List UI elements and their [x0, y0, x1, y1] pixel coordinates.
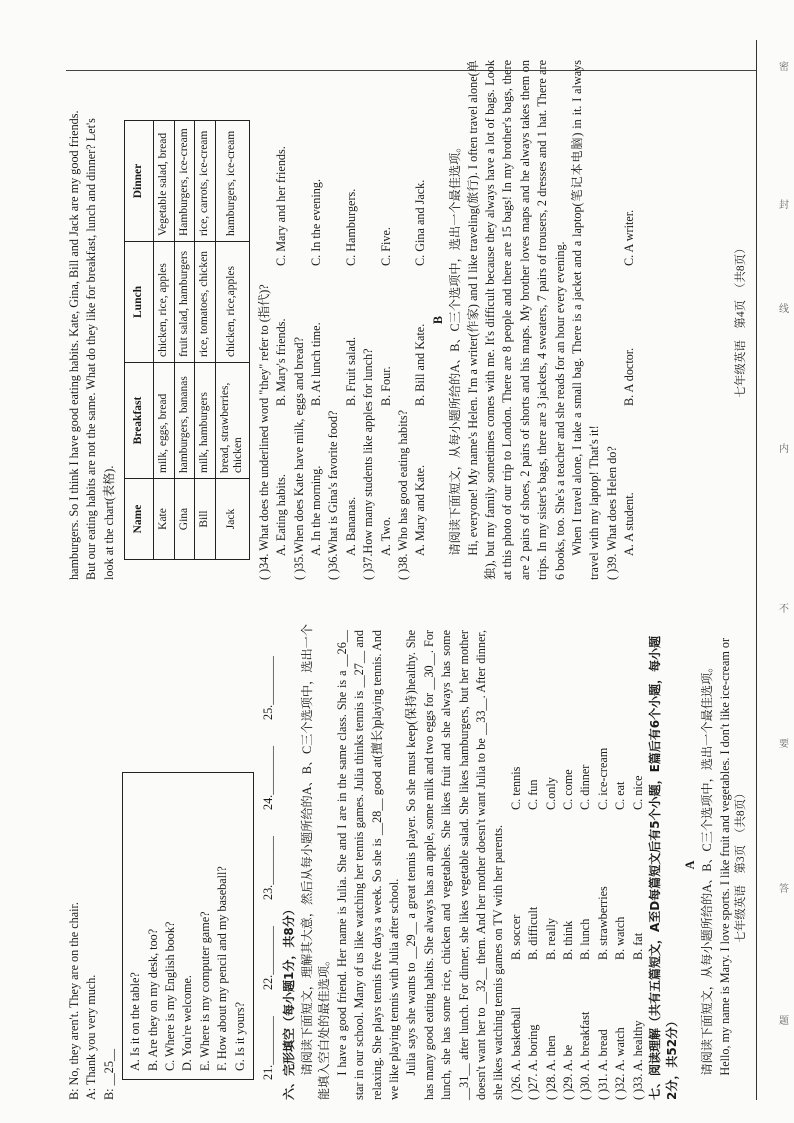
option-c[interactable]: C. dinner	[578, 764, 593, 810]
option-a[interactable]: ( )30. A. breakfast	[578, 1011, 593, 1100]
option-b[interactable]: B. Four.	[378, 366, 393, 406]
box-option: E. Where is my computer game?	[197, 911, 212, 1071]
option-c[interactable]: C. tennis	[508, 766, 523, 810]
box-option: G. Is it yours?	[232, 1001, 247, 1071]
option-a[interactable]: A. A student.	[622, 492, 637, 556]
passage-paragraph: When I travel alone, I take a small bag. There is a jacket and a laptop(笔记本电脑) in it. I always travel with my laptop! That's it!	[570, 60, 602, 580]
column-header: Dinner	[125, 121, 154, 242]
option-c[interactable]: C. In the evening.	[308, 179, 323, 266]
option-c[interactable]: C. come	[560, 769, 575, 810]
box-option: C. Where is my English book?	[163, 921, 178, 1071]
table-row	[174, 121, 195, 560]
section-title: 六、完形填空（每小题1分，共8分）	[282, 903, 297, 1100]
column-header: Lunch	[125, 242, 154, 363]
option-c[interactable]: C. eat	[613, 781, 628, 810]
section-instructions: 能填入空白处的最佳选项。	[317, 953, 332, 1100]
option-a[interactable]: ( )31. A. bread	[595, 1029, 610, 1100]
part-instructions: 请阅读下面短文，从每小题所给的A、B、C三个选项中，选出一个最佳选项。	[448, 140, 463, 556]
table-cell: Jack	[215, 479, 249, 560]
rotated-spread	[66, 60, 756, 1100]
box-option: D. You're welcome.	[180, 975, 195, 1071]
option-a[interactable]: A. Two.	[378, 516, 393, 556]
option-c[interactable]: C. Mary and her friends.	[274, 146, 289, 266]
cloze-option-row	[577, 630, 594, 1100]
option-b[interactable]: B. Fruit salad.	[343, 336, 358, 406]
answer-options	[308, 60, 325, 580]
table-cell: hamburgers, bananas	[174, 363, 195, 479]
table-cell: Bill	[195, 479, 216, 560]
table-row	[154, 121, 175, 560]
table-header-row	[125, 121, 154, 560]
option-c[interactable]: C. Five.	[378, 227, 393, 266]
option-a[interactable]: A. Mary and Kate.	[413, 464, 428, 556]
passage-paragraph: Hi, everyone! My name's Helen. I'm a writer(作家) and I like traveling(旅行). I often travel alone(单独), but my family sometimes comes with me. It's difficult because they always have a lot of bags. Look at this photo of our trip to London. There are 8 people and there are 15 bags! In my brother's bags, there are 2 pairs of shoes, 2 pairs of shorts and his maps. My brother loves maps and he always takes them on trips. In my sister's bags, there are 3 jackets, 4 sweaters, 7 pairs of trousers, 2 dresses and 1 hat. There are 6 books, too. She's a teacher and she reads for an hour every evening.	[465, 60, 567, 580]
cloze-paragraph: Julia says she wants to __29__ a great tennis player. So she must keep(保持)healthy. She has many good eating habits. She always has an apple, some milk and two eggs for __30__. For lunch, she has some rice, chicken and vegetables. She likes fruit and she always has some __31__ after lunch. For dinner, she likes vegetable salad. She likes hamburgers, but her mother doesn't want her to __32__ them. And her mother doesn't want Julia to be __33__. After dinner, she likes watching tennis games on TV with her parents.	[404, 630, 506, 1100]
box-option: A. Is it on the table?	[128, 972, 143, 1071]
table-cell: bread, strawberries, chicken	[215, 363, 249, 479]
box-option: B. Are they on my desk, too?	[145, 928, 160, 1071]
section-title: 七、阅读理解（共有五篇短文，A至D每篇短文后有5个小题，E篇后有6个小题，每小题	[648, 635, 662, 1100]
question-stem: ( )35.When does Kate have milk, eggs and bread?	[291, 337, 306, 580]
question-stem: ( )38. Who has good eating habits?	[395, 409, 410, 580]
option-a[interactable]: A. Bananas.	[343, 496, 358, 556]
table-cell: Kate	[154, 479, 175, 560]
table-row	[215, 121, 249, 560]
option-a[interactable]: ( )33. A. healthy	[630, 1020, 645, 1100]
cloze-paragraph: I have a good friend. Her name is Julia. She and I are in the same class. She is a __26__ star in our school. Many of us like watching her tennis games. Julia thinks tennis is __27__ and relaxing. She plays tennis five days a week. So she is __28__ good at(擅长)playing tennis. And we like playing tennis with Julia after school.	[334, 630, 401, 1100]
option-a[interactable]: A. Eating habits.	[274, 474, 289, 556]
dialog-line: A: Thank you very much.	[84, 974, 99, 1100]
column-header: Breakfast	[125, 363, 154, 479]
option-c[interactable]: C. A writer.	[622, 209, 637, 266]
option-a[interactable]: A. In the morning.	[308, 465, 323, 556]
binding-char: 答	[779, 884, 789, 895]
passage-line: hamburgers. So I think I have good eating habits. Kate, Gina, Bill and Jack are my good friends.	[67, 110, 81, 580]
question-stem: ( )34. What does the underlined word "they" refer to (指代)?	[256, 284, 271, 580]
part-instructions: 请阅读下面短文，从每小题所给的A、B、C三个选项中，选出一个最佳选项。	[700, 660, 715, 1076]
table-cell: fruit salad, hamburgers	[174, 242, 195, 363]
table-cell: chicken, rice, apples	[154, 242, 175, 363]
option-b[interactable]: B. fat	[630, 932, 645, 960]
option-b[interactable]: B. Mary's friends.	[274, 318, 289, 406]
table-cell: milk, hamburgers	[195, 363, 216, 479]
binding-char: 不	[779, 604, 789, 615]
answer-options	[412, 60, 429, 580]
column-header: Name	[125, 479, 154, 560]
answer-blank[interactable]: 21.________	[261, 1016, 276, 1080]
option-b[interactable]: B. At lunch time.	[308, 322, 323, 406]
binding-char: 线	[779, 304, 789, 315]
option-a[interactable]: ( )27. A. boring	[526, 1024, 541, 1100]
answer-options	[273, 60, 290, 580]
table-cell: rice, tomatoes, chicken	[195, 242, 216, 363]
cloze-option-row	[595, 630, 612, 1100]
option-c[interactable]: C. Hamburgers.	[343, 188, 358, 266]
question-stem: ( )37.How many students like apples for lunch?	[361, 348, 376, 580]
part-label: B	[430, 315, 445, 325]
option-b[interactable]: B. watch	[613, 916, 628, 960]
frame-line-right	[756, 40, 757, 1100]
option-b[interactable]: B. think	[560, 920, 575, 960]
binding-char: 题	[779, 1016, 789, 1027]
option-c[interactable]: C. fun	[526, 779, 541, 810]
answer-options	[343, 60, 360, 580]
option-b[interactable]: B. soccer	[508, 914, 523, 960]
option-a[interactable]: ( )26. A. basketball	[508, 1006, 523, 1100]
option-c[interactable]: C.only	[543, 777, 558, 810]
section-title: 2分，共52分）	[665, 1014, 680, 1100]
table-cell: Hamburgers, ice-cream	[174, 121, 195, 242]
option-b[interactable]: B. lunch	[578, 918, 593, 960]
option-c[interactable]: C. ice-cream	[595, 747, 610, 810]
binding-char: 要	[779, 739, 789, 750]
cloze-option-row	[543, 630, 560, 1100]
answer-blank[interactable]: 23.________	[261, 836, 276, 900]
page-footer: 七年级英语 第3页 （共8页）	[734, 787, 747, 943]
table-cell: hamburgers, ice-cream	[215, 121, 249, 242]
page-4	[66, 60, 756, 580]
option-b[interactable]: B. difficult	[526, 906, 541, 960]
answer-options	[378, 60, 395, 580]
answer-blank[interactable]: 25.________	[261, 656, 276, 720]
option-b[interactable]: B. Bill and Kate.	[413, 323, 428, 406]
binding-char: 内	[779, 444, 789, 455]
question-stem: ( )39. What does Helen do?	[604, 446, 619, 580]
option-a[interactable]: ( )29. A. be	[560, 1044, 575, 1100]
table-row	[195, 121, 216, 560]
cloze-options	[508, 630, 647, 1100]
passage-line: look at the chart(表格).	[101, 465, 116, 580]
page-3	[66, 623, 756, 1100]
table-cell: rice, carrots, ice-cream	[195, 121, 216, 242]
passage-line: Hello, my name is Mary. I love sports. I like fruit and vegetables. I don't like ice-cream or	[717, 637, 732, 1076]
option-b[interactable]: B. really	[543, 918, 558, 960]
binding-char: 封	[779, 200, 789, 211]
cloze-option-row	[525, 630, 542, 1100]
option-b[interactable]: B. A doctor.	[622, 347, 637, 406]
option-a[interactable]: ( )32. A. watch	[613, 1027, 628, 1100]
meal-chart-table	[124, 120, 250, 560]
answer-options	[621, 60, 638, 580]
page-footer: 七年级英语 第4页 （共8页）	[734, 242, 747, 398]
table-cell: milk, eggs, bread	[154, 363, 175, 479]
table-cell: Gina	[174, 479, 195, 560]
answer-blanks	[260, 630, 277, 1080]
question-block	[256, 60, 430, 580]
table-cell: Vegetable salad, bread	[154, 121, 175, 242]
binding-char: 密	[779, 62, 789, 73]
table-cell: chicken, rice,apples	[215, 242, 249, 363]
box-option: F. How about my pencil and my baseball?	[215, 866, 230, 1071]
cloze-option-row	[630, 630, 647, 1100]
answer-blank[interactable]: 24.________	[261, 746, 276, 810]
cloze-option-row	[560, 630, 577, 1100]
cloze-option-row	[612, 630, 629, 1100]
question-stem: ( )36.What is Gina's favorite food?	[326, 410, 341, 580]
option-a[interactable]: ( )28. A. then	[543, 1035, 558, 1100]
cloze-option-row	[508, 630, 525, 1100]
option-c[interactable]: C. nice	[630, 775, 645, 810]
option-b[interactable]: B. strawberries	[595, 886, 610, 960]
dialog-line: B: No, they aren't. They are on the chair.	[67, 902, 81, 1100]
section-instructions: 请阅读下面短文，理解其大意，然后从每小题所给的A、B、C三个选项中，选出一个	[299, 623, 314, 1076]
part-label: A	[682, 860, 697, 870]
options-box	[122, 772, 254, 1080]
passage-line: But our eating habits are not the same. What do they like for breakfast, lunch and dinner? Let's	[84, 118, 99, 580]
answer-blank[interactable]: 22.________	[261, 926, 276, 990]
dialog-line: B: __25__	[101, 1048, 116, 1100]
option-c[interactable]: C. Gina and Jack.	[413, 179, 428, 266]
